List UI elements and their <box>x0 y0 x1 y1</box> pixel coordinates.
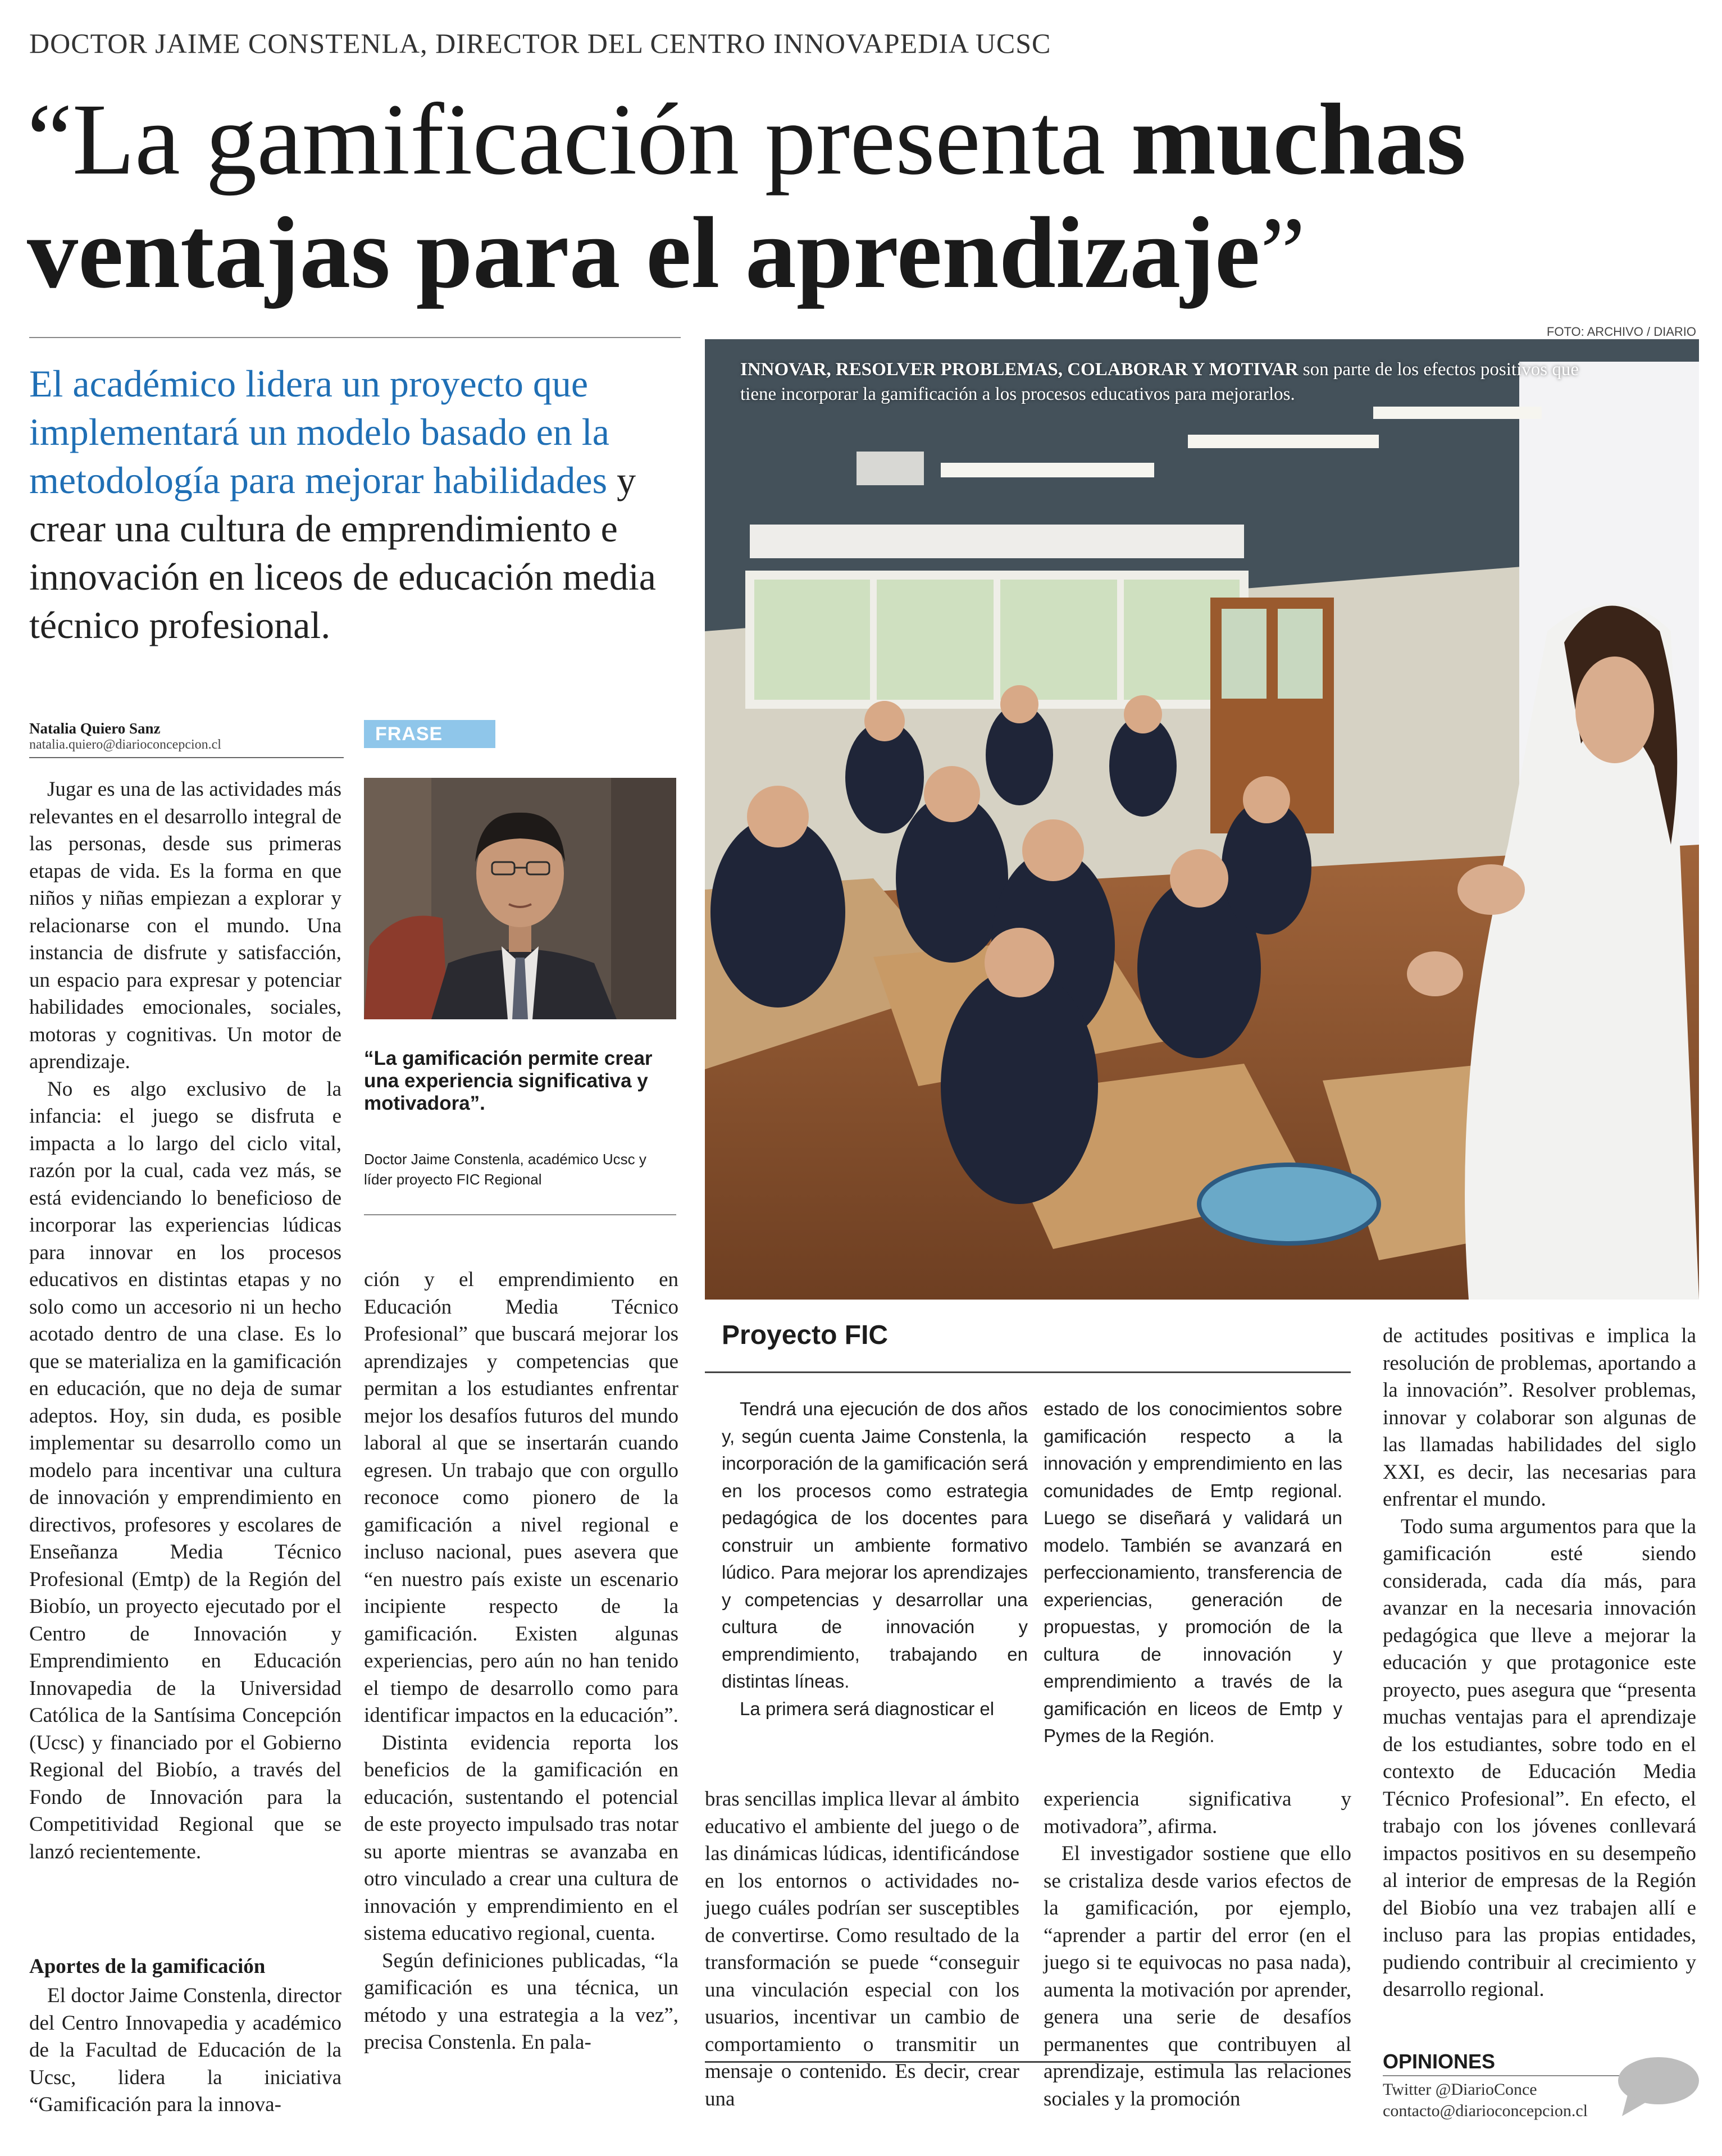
paragraph: La primera será diagnosticar el <box>740 1698 995 1719</box>
classroom-photo <box>705 339 1699 1300</box>
subheading: Aportes de la gamificación <box>29 1955 266 1978</box>
headline-regular-1: “La gamificación presenta <box>27 83 1131 196</box>
photo-caption <box>740 357 1583 407</box>
sidebar-column-1 <box>722 1396 1028 1722</box>
byline <box>29 720 344 758</box>
opinions-twitter: Twitter @DiarioConce <box>1383 2080 1537 2099</box>
paragraph: No es algo exclusivo de la infancia: el juego se disfruta e impacta a lo largo del ciclo vital, razón por la cual, cada vez más, se está evidenciando lo beneficioso de incorporar las experiencias lúdicas para innovar en los procesos educativos en distintas etapas y no solo como un accesorio ni un hecho acotado dentro de una clase. Es lo que se materializa en la gamificación en educación, que no deja de sumar adeptos. Hoy, sin duda, es posible implementar su desarrollo como un modelo para incentivar una cultura de innovación y emprendimiento en directivos, profesores y escolares de Enseñanza Media Técnico Profesional (Emtp) de la Región del Biobío, un proyecto ejecutado por el Centro de Innovación y Emprendimiento en Educación Innovapedia de la Universidad Católica de la Santísima Concepción (Ucsc) y financiado por el Gobierno Regional del Biobío, a través del Fondo de Innovación para la Competitividad Regional que se lanzó recientemente. <box>29 1077 341 1863</box>
caption-bold: INNOVAR, RESOLVER PROBLEMAS, COLABORAR Y MOTIVAR <box>740 359 1299 380</box>
article-column-1-cont <box>29 1982 341 2119</box>
headline-bold-2: ventajas para el aprendizaje <box>27 197 1260 309</box>
lead-highlight: El académico lidera un proyecto que implementará un modelo basado en la metodología para mejorar habilidades <box>29 362 609 502</box>
paragraph: Jugar es una de las actividades más relevantes en el desarrollo integral de las personas, desde sus primeras etapas de vida. Es la forma en que niños y niñas empiezan a explorar y relacionarse con el mundo. Una instancia de disfrute y satisfacción, un espacio para expresar y potenciar habilidades emocionales, sociales, motoras y cognitivas. Un motor de aprendizaje. <box>29 778 341 1073</box>
paragraph: El investigador sostiene que ello se cristaliza desde varios efectos de la gamificación, por ejemplo, “aprender a partir del error (en el juego si te equivocas no pasa nada), aumenta la motivación por aprender, genera una serie de desafíos permanentes que contribuyen al aprendizaje, estimula las relaciones sociales y la promoción <box>1044 1842 1351 2111</box>
pull-quote-author: Doctor Jaime Constenla, académico Ucsc y líder proyecto FIC Regional <box>364 1151 646 1188</box>
speech-bubble-icon <box>1616 2055 1701 2120</box>
opinions-title: OPINIONES <box>1383 2050 1496 2073</box>
pull-quote: “La gamificación permite crear una experiencia significativa y motivadora”. <box>364 1047 653 1114</box>
paragraph: experiencia significativa y motivadora”, afirma. <box>1044 1788 1351 1838</box>
headline-regular-2: ” <box>1260 197 1306 309</box>
paragraph: El doctor Jaime Constenla, director del Centro Innovapedia y académico de la Facultad de Educación de la Ucsc, lidera la iniciativa “Gamificación para la innova- <box>29 1984 341 2116</box>
byline-email: natalia.quiero@diarioconcepcion.cl <box>29 737 221 752</box>
paragraph: de actitudes positivas e implica la resolución de problemas, aportando a la innovación”. Resolver problemas, innovar y colaborar son algunas de las llamadas habilidades del siglo XXI, es decir, las necesarias para enfrentar el mundo. <box>1383 1324 1696 1511</box>
kicker: DOCTOR JAIME CONSTENLA, DIRECTOR DEL CENTRO INNOVAPEDIA UCSC <box>29 28 1051 59</box>
paragraph: Según definiciones publicadas, “la gamificación es una técnica, un método y una estrategia a la vez”, precisa Constenla. En pala- <box>364 1949 678 2054</box>
headline <box>27 83 1656 310</box>
sidebar-title: Proyecto FIC <box>722 1320 889 1350</box>
sidebar-column-2 <box>1044 1396 1342 1750</box>
photo-credit: FOTO: ARCHIVO / DIARIO <box>1546 325 1696 339</box>
paragraph: ción y el emprendimiento en Educación Media Técnico Profesional” que buscará mejorar los aprendizajes y competencias que permitan a los estudiantes enfrentar mejor los desafíos futuros del mundo laboral al que se insertarán cuando egresen. Un trabajo que con orgullo reconoce como pionero de la gamificación a nivel regional e incluso nacional, pues asevera que “en nuestro país existe un escenario incipiente respecto de la gamificación. Existen algunas experiencias, pero aún no han tenido el tiempo de desarrollo como para identificar impactos en la educación”. <box>364 1268 678 1727</box>
article-column-4 <box>1044 1786 1351 2113</box>
caption-rest: son parte de los efectos positivos que tiene incorporar la gamificación a los procesos educativos para mejorarlos. <box>740 359 1579 404</box>
portrait-photo <box>364 778 676 1019</box>
article-column-1 <box>29 776 341 1866</box>
lead-rest: y crear una cultura de emprendimiento e innovación en liceos de educación media técnico profesional. <box>29 459 656 646</box>
paragraph: Tendrá una ejecución de dos años y, según cuenta Jaime Constenla, la incorporación de la gamificación será en los procesos como estrategia pedagógica de los docentes para construir un ambiente formativo lúdico. Para mejorar los aprendizajes y competencias y desarrollar una cultura de innovación y emprendimiento, trabajando en distintas líneas. <box>722 1398 1028 1692</box>
paragraph: bras sencillas implica llevar al ámbito educativo el ambiente del juego o de las dinámicas lúdicas, identificándose en los entornos o actividades no-juego cuáles podrían ser susceptibles de convertirse. Como resultado de la transformación se puede “conseguir una vinculación especial con los usuarios, incentivar un cambio de comportamiento o transmitir un mensaje o contenido. Es decir, crear una <box>705 1788 1019 2111</box>
byline-name: Natalia Quiero Sanz <box>29 720 161 737</box>
article-column-3 <box>705 1786 1019 2113</box>
divider <box>364 1214 676 1215</box>
article-column-5 <box>1383 1323 1696 2004</box>
opinions-email: contacto@diarioconcepcion.cl <box>1383 2102 1588 2120</box>
paragraph: estado de los conocimientos sobre gamificación respecto a la innovación y emprendimiento en las comunidades de Emtp regional. Luego se diseñará y validará un modelo. También se avanzará en perfeccionamiento, transferencia de experiencias, generación de propuestas, y promoción de la cultura de innovación y emprendimiento a través de la gamificación en liceos de Emtp y Pymes de la Región. <box>1044 1398 1342 1746</box>
paragraph: Distinta evidencia reporta los beneficios de la gamificación en educación, sustentando el potencial de este proyecto impulsado tras notar su aporte mientras se avanzaba en otro vinculado a crear una cultura de innovación y emprendimiento en el sistema educativo regional, cuenta. <box>364 1731 678 1945</box>
divider <box>29 337 681 338</box>
lead-paragraph <box>29 359 681 649</box>
frase-tag: FRASE <box>364 720 495 748</box>
headline-bold-1: muchas <box>1131 83 1466 196</box>
article-column-2 <box>364 1266 678 2057</box>
paragraph: Todo suma argumentos para que la gamificación esté siendo considerada, cada día más, para avanzar en la necesaria innovación pedagógica que lleve a mejorar la educación y que protagonice este proyecto, pues asegura que “presenta muchas ventajas para el aprendizaje de los estudiantes, sobre todo en el contexto de Educación Media Técnico Profesional”. En efecto, el trabajo con los jóvenes conllevará impactos positivos en su desempeño al interior de empresas de la Región del Biobío una vez trabajen allí e incluso para las propias entidades, pudiendo contribuir al crecimiento y desarrollo regional. <box>1383 1515 1696 2001</box>
